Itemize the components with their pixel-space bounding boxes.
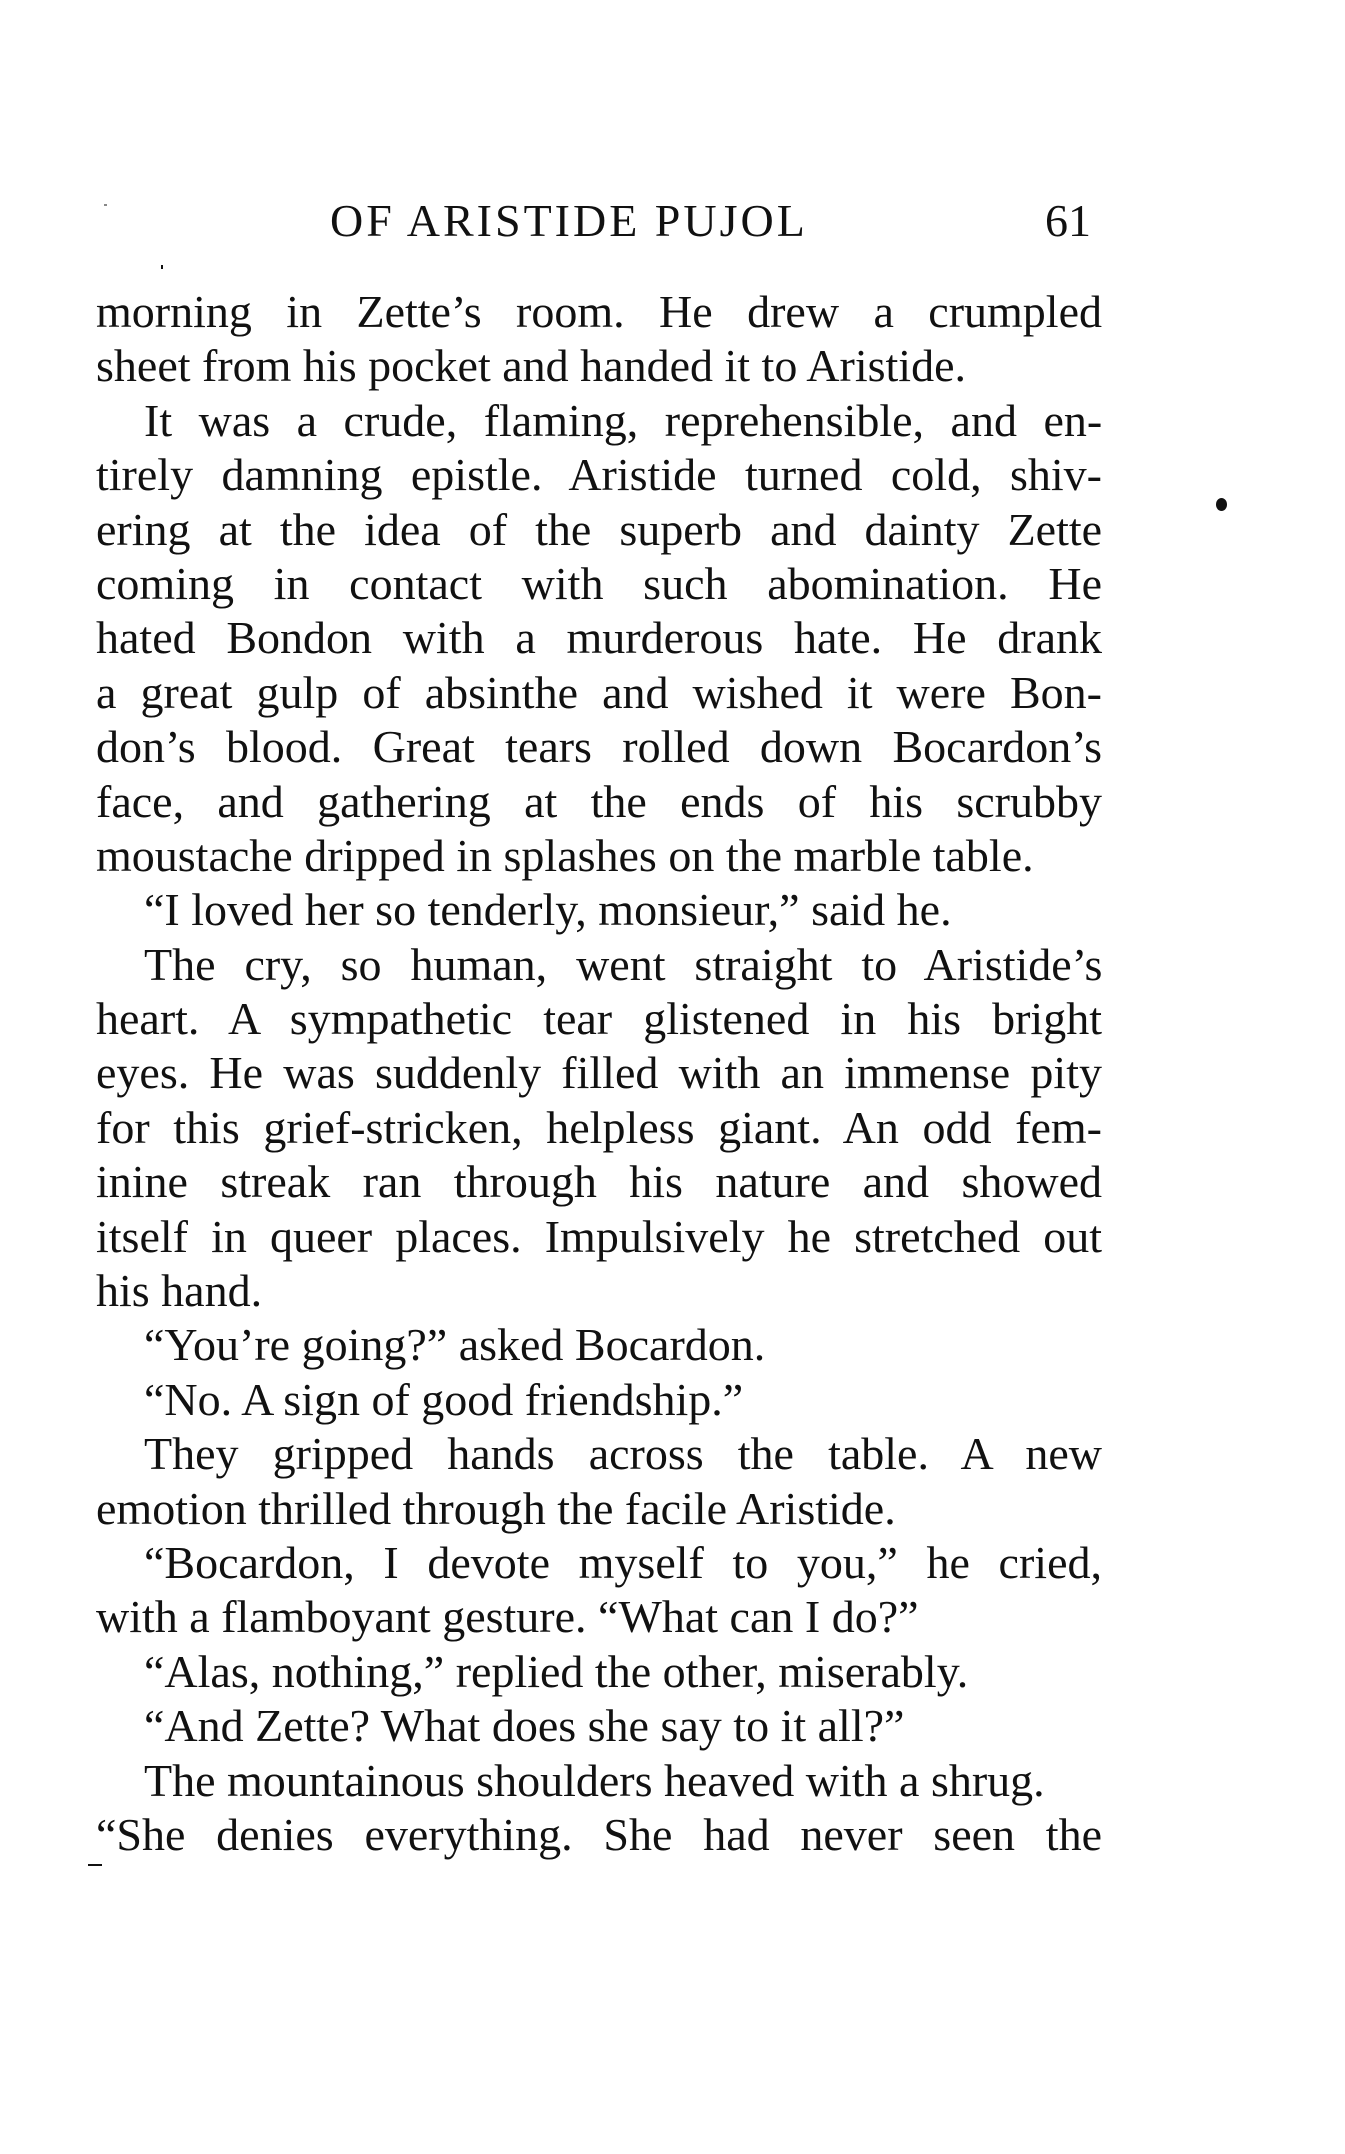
text-line: It was a crude, flaming, reprehensible, and en- xyxy=(144,394,1103,446)
text-line: “I loved her so tenderly, monsieur,” said he. xyxy=(144,884,952,936)
text-line: morning in Zette’s room. He drew a crumpled xyxy=(96,286,1102,337)
text-line: “And Zette? What does she say to it all?” xyxy=(144,1700,905,1752)
text-line: eyes. He was suddenly filled with an immense pity xyxy=(96,1047,1102,1099)
page-number: 61 xyxy=(1045,195,1091,246)
ink-speck xyxy=(104,204,107,206)
ink-dash xyxy=(88,1864,102,1866)
running-head xyxy=(0,196,1345,246)
text-line: “No. A sign of good friendship.” xyxy=(144,1373,744,1425)
text-line: inine streak ran through his nature and showed xyxy=(96,1156,1102,1208)
text-line: a great gulp of absinthe and wished it were Bon- xyxy=(96,666,1102,718)
text-line: “Bocardon, I devote myself to you,” he cried, xyxy=(144,1536,1102,1588)
text-line: heart. A sympathetic tear glistened in his bright xyxy=(96,993,1102,1045)
text-line: his hand. xyxy=(96,1265,263,1317)
text-line: “She denies everything. She had never seen the xyxy=(96,1808,1102,1860)
text-line: The cry, so human, went straight to Aristide’s xyxy=(144,938,1103,990)
text-line: “You’re going?” asked Bocardon. xyxy=(144,1319,766,1371)
text-line: hated Bondon with a murderous hate. He drank xyxy=(96,612,1102,664)
ink-speck xyxy=(161,265,163,269)
text-line: moustache dripped in splashes on the marble table. xyxy=(96,829,1034,881)
text-line: They gripped hands across the table. A new xyxy=(144,1428,1102,1480)
text-line: “Alas, nothing,” replied the other, miserably. xyxy=(144,1645,969,1697)
page-body-text xyxy=(96,285,1102,1862)
running-head-title: OF ARISTIDE PUJOL xyxy=(330,195,808,246)
text-line: emotion thrilled through the facile Aristide. xyxy=(96,1482,896,1534)
ink-dot xyxy=(1216,498,1227,511)
text-line: tirely damning epistle. Aristide turned cold, shiv- xyxy=(96,449,1102,501)
text-line: face, and gathering at the ends of his scrubby xyxy=(96,775,1102,827)
text-line: itself in queer places. Impulsively he stretched out xyxy=(96,1210,1102,1262)
text-line: with a flamboyant gesture. “What can I do?” xyxy=(96,1591,919,1643)
text-line: for this grief-stricken, helpless giant. An odd fem- xyxy=(96,1101,1102,1153)
text-line: The mountainous shoulders heaved with a shrug. xyxy=(144,1754,1045,1806)
text-line: don’s blood. Great tears rolled down Bocardon’s xyxy=(96,721,1102,773)
text-line: sheet from his pocket and handed it to Aristide. xyxy=(96,340,966,392)
text-line: ering at the idea of the superb and dainty Zette xyxy=(96,503,1103,555)
text-line: coming in contact with such abomination. He xyxy=(96,557,1102,609)
